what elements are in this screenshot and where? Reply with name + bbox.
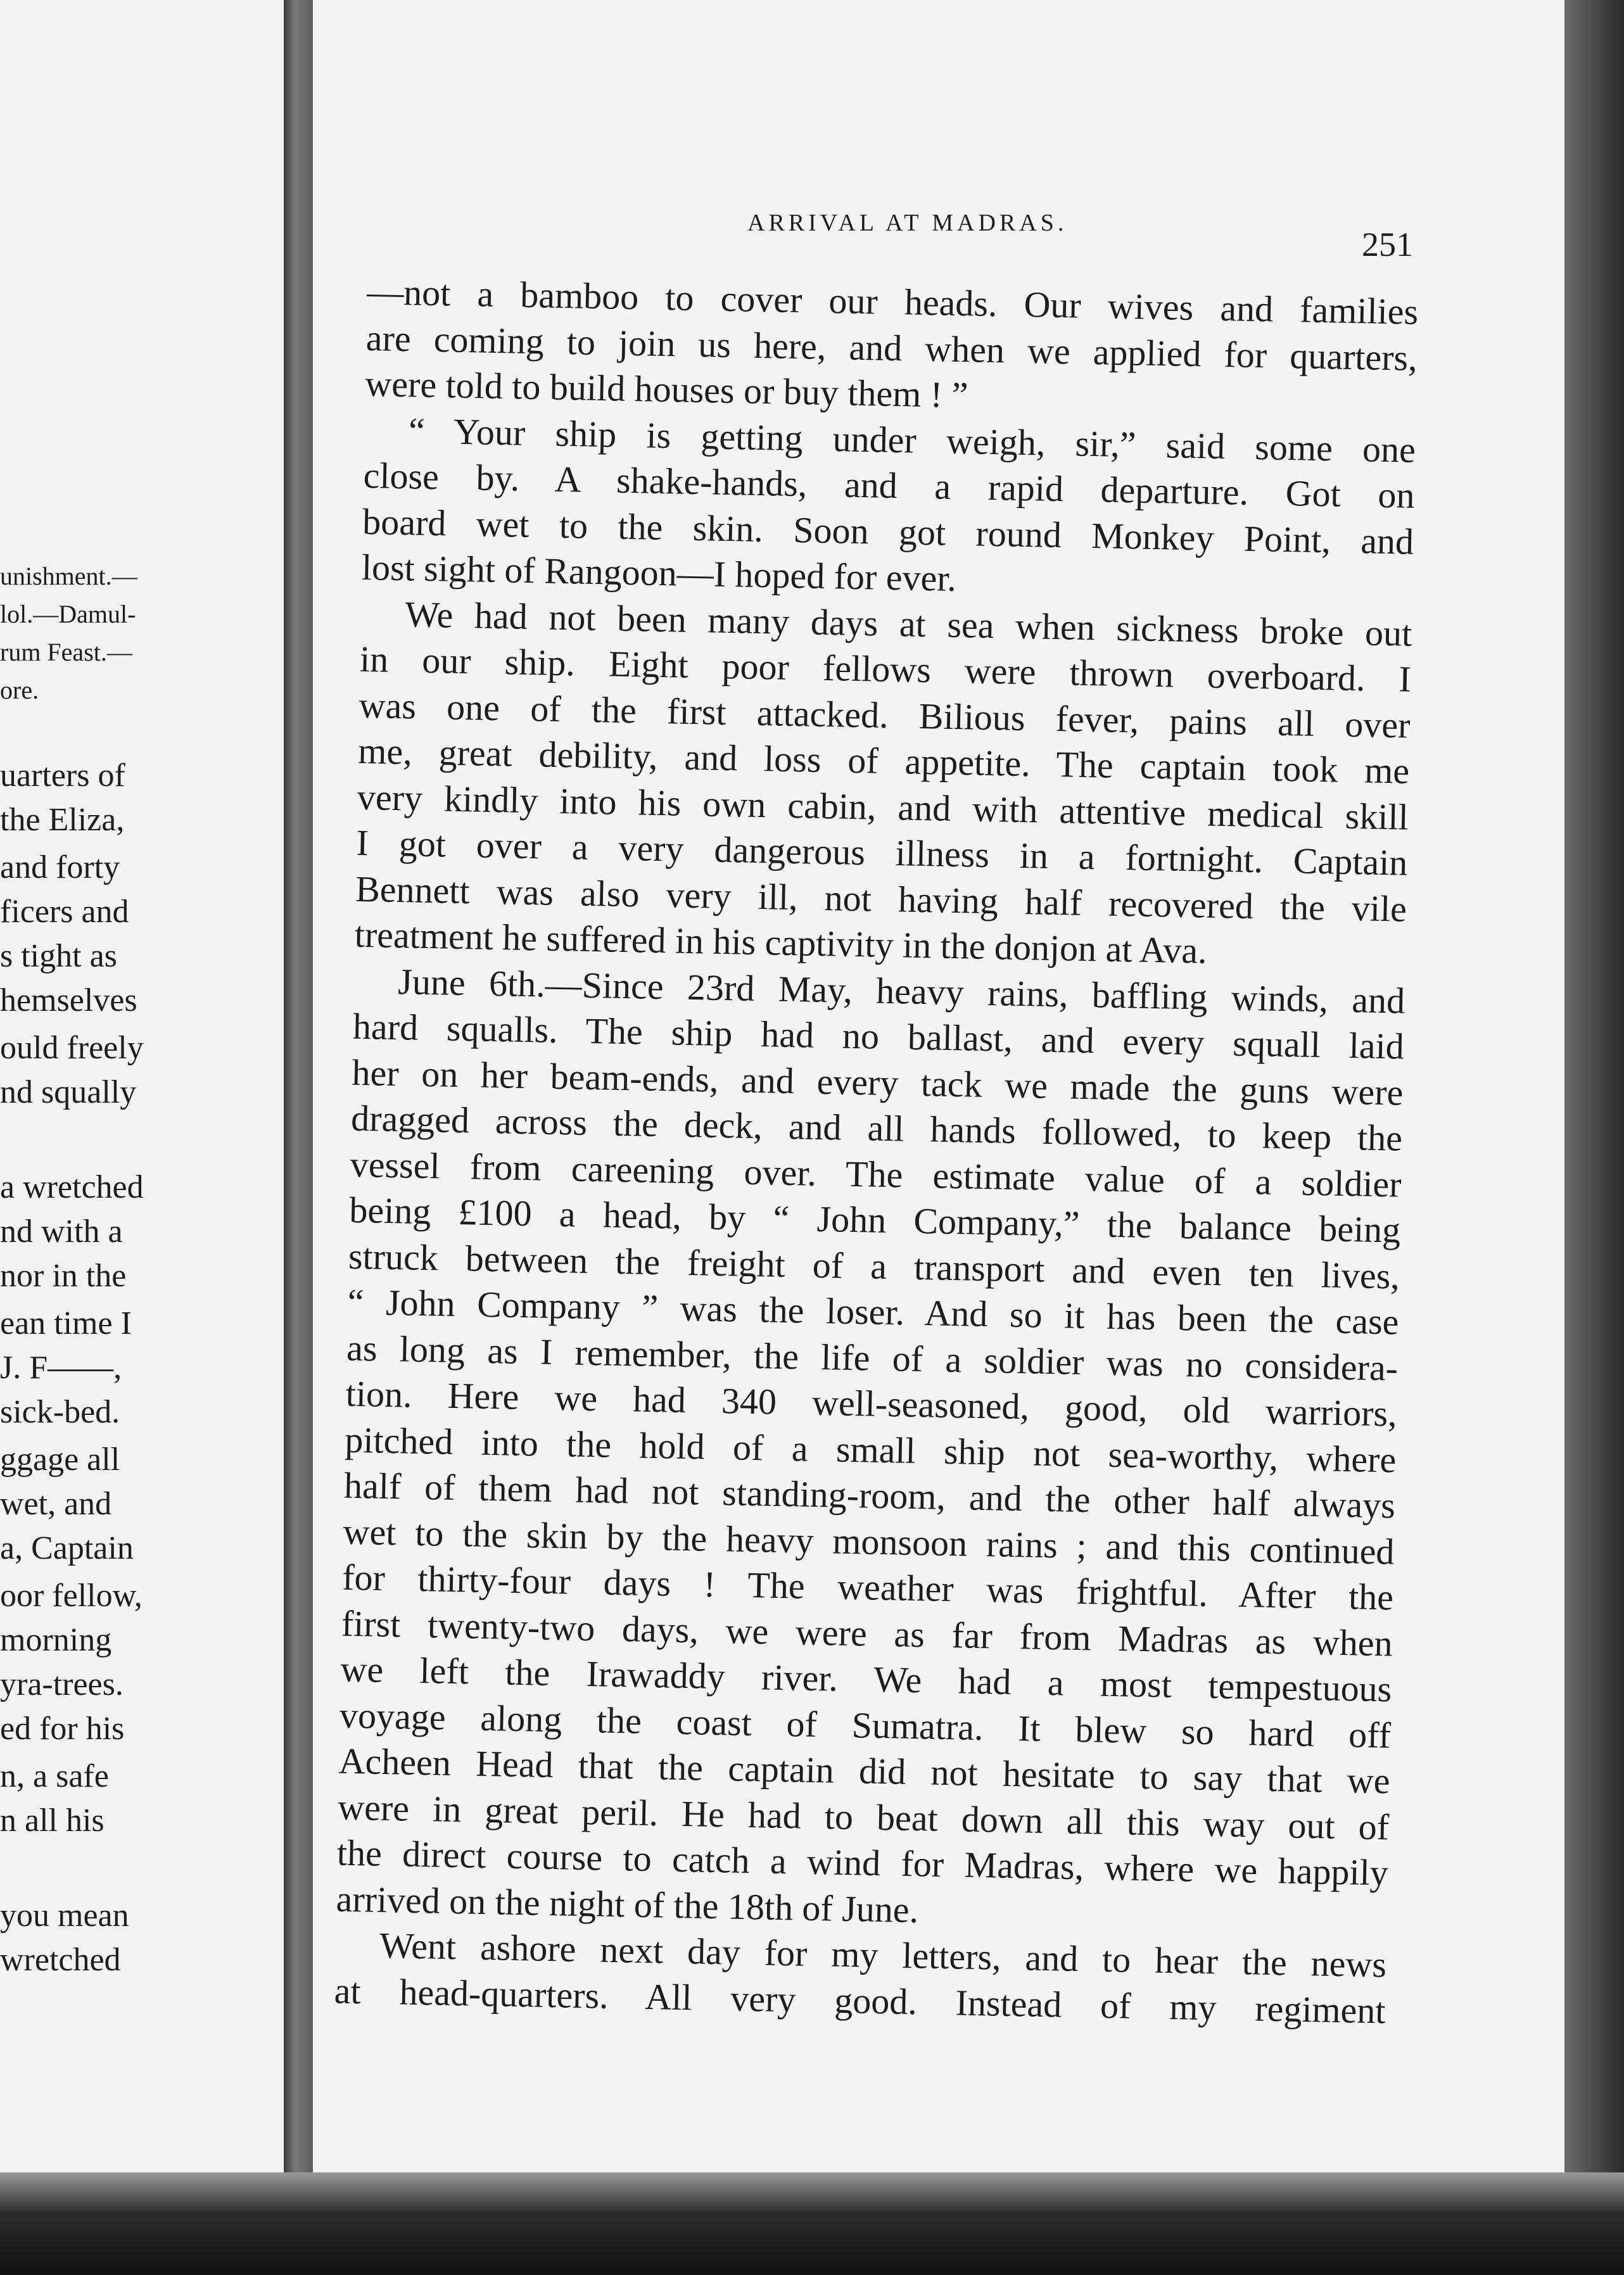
- text-line: —not a bamboo to cover our heads. Our wives and families: [366, 270, 1419, 333]
- text-line: me, great debility, and loss of appetite. The captain took me: [357, 730, 1410, 792]
- text-line: “ John Company ” was the loser. And so it has been the case: [347, 1281, 1400, 1343]
- text-line: half of them had not standing-room, and the other half always: [343, 1464, 1396, 1526]
- facing-page-line: nd squally: [0, 1074, 137, 1110]
- facing-page-line: ean time I: [0, 1305, 132, 1341]
- text-line: first twenty-two days, we were as far from Madras as when: [341, 1602, 1393, 1664]
- text-line: wet to the skin by the heavy monsoon rains ; and this continued: [343, 1511, 1395, 1572]
- facing-page-line: unishment.—: [0, 562, 137, 590]
- text-line: “ Your ship is getting under weigh, sir,” said some one: [408, 409, 1416, 471]
- text-line: treatment he suffered in his captivity in the donjon at Ava.: [354, 913, 1208, 972]
- facing-page-line: a wretched: [0, 1169, 144, 1205]
- facing-page: [0, 0, 284, 2172]
- facing-page-line: J. F——,: [0, 1350, 122, 1386]
- facing-page-line: sick-bed.: [0, 1394, 120, 1430]
- text-line: the direct course to catch a wind for Madras, where we happily: [336, 1832, 1389, 1894]
- text-line: Bennett was also very ill, not having half recovered the vile: [355, 868, 1407, 930]
- facing-page-line: yra-trees.: [0, 1666, 124, 1702]
- facing-page-line: rum Feast.—: [0, 638, 132, 666]
- page-number: 251: [1362, 225, 1413, 263]
- book-gutter: [284, 0, 313, 2172]
- text-line: Went ashore next day for my letters, and to hear the news: [379, 1924, 1387, 1986]
- facing-page-line: you mean: [0, 1898, 129, 1934]
- facing-page-line: ggage all: [0, 1442, 120, 1478]
- facing-page-line: ore.: [0, 676, 39, 704]
- text-line: voyage along the coast of Sumatra. It blew so hard off: [339, 1694, 1392, 1756]
- text-line: at head-quarters. All very good. Instead of my regiment: [334, 1970, 1386, 2031]
- text-line: very kindly into his own cabin, and with attentive medical skill: [357, 776, 1409, 838]
- text-line: I got over a very dangerous illness in a fortnight. Captain: [355, 821, 1408, 884]
- facing-page-line: uarters of: [0, 757, 125, 794]
- facing-page-line: and forty: [0, 849, 120, 885]
- facing-page-line: ould freely: [0, 1030, 144, 1066]
- facing-page-line: n, a safe: [0, 1758, 109, 1794]
- facing-page-line: ed for his: [0, 1711, 125, 1747]
- running-head: ARRIVAL AT MADRAS.: [747, 210, 1068, 236]
- text-line: We had not been many days at sea when sickness broke out: [404, 593, 1412, 654]
- facing-page-line: wet, and: [0, 1486, 112, 1522]
- text-line: for thirty-four days ! The weather was frightful. After the: [341, 1556, 1394, 1618]
- facing-page-line: hemselves: [0, 982, 137, 1018]
- facing-page-line: nor in the: [0, 1258, 127, 1294]
- text-line: June 6th.—Since 23rd May, heavy rains, baffling winds, and: [397, 960, 1405, 1022]
- text-line: are coming to join us here, and when we applied for quarters,: [365, 317, 1418, 379]
- text-line: Acheen Head that the captain did not hesitate to say that we: [338, 1740, 1391, 1802]
- text-line: in our ship. Eight poor fellows were thrown overboard. I: [359, 638, 1412, 700]
- facing-page-line: ficers and: [0, 894, 129, 930]
- facing-page-line: a, Captain: [0, 1530, 134, 1566]
- text-line: pitched into the hold of a small ship not sea-worthy, where: [344, 1419, 1397, 1481]
- text-line: arrived on the night of the 18th of June.: [335, 1878, 919, 1930]
- text-line: were in great peril. He had to beat down all this way out of: [337, 1786, 1390, 1847]
- facing-page-line: morning: [0, 1622, 112, 1658]
- facing-page-line: nd with a: [0, 1214, 123, 1250]
- facing-page-line: oor fellow,: [0, 1578, 143, 1614]
- text-line: was one of the first attacked. Bilious fever, pains all over: [358, 684, 1411, 746]
- text-line: vessel from careening over. The estimate value of a soldier: [350, 1143, 1402, 1205]
- facing-page-line: n all his: [0, 1803, 105, 1839]
- scan-bottom-border: [0, 2172, 1624, 2275]
- text-line: hard squalls. The ship had no ballast, and every squall laid: [352, 1005, 1405, 1067]
- text-line: struck between the freight of a transport and even ten lives,: [348, 1235, 1400, 1297]
- text-line: close by. A shake-hands, and a rapid departure. Got on: [363, 454, 1416, 516]
- page-body: [334, 269, 1419, 2034]
- facing-page-line: lol.—Damul-: [0, 600, 136, 628]
- text-line: her on her beam-ends, and every tack we made the guns were: [352, 1051, 1404, 1113]
- text-line: dragged across the deck, and all hands followed, to keep the: [350, 1097, 1403, 1159]
- text-line: being £100 a head, by “ John Company,” the balance being: [348, 1189, 1401, 1251]
- text-line: board wet to the skin. Soon got round Monkey Point, and: [362, 500, 1414, 562]
- text-line: as long as I remember, the life of a soldier was no considera-: [346, 1327, 1399, 1389]
- page-edge-shadow: [1564, 0, 1624, 2275]
- text-line: were told to build houses or buy them ! ”: [364, 362, 968, 416]
- text-line: we left the Irawaddy river. We had a most tempestuous: [339, 1648, 1392, 1710]
- text-line: lost sight of Rangoon—I hoped for ever.: [361, 546, 957, 599]
- text-line: tion. Here we had 340 well-seasoned, good, old warriors,: [345, 1372, 1398, 1435]
- facing-page-line: wretched: [0, 1942, 121, 1978]
- facing-page-line: the Eliza,: [0, 802, 125, 838]
- facing-page-line: s tight as: [0, 938, 117, 974]
